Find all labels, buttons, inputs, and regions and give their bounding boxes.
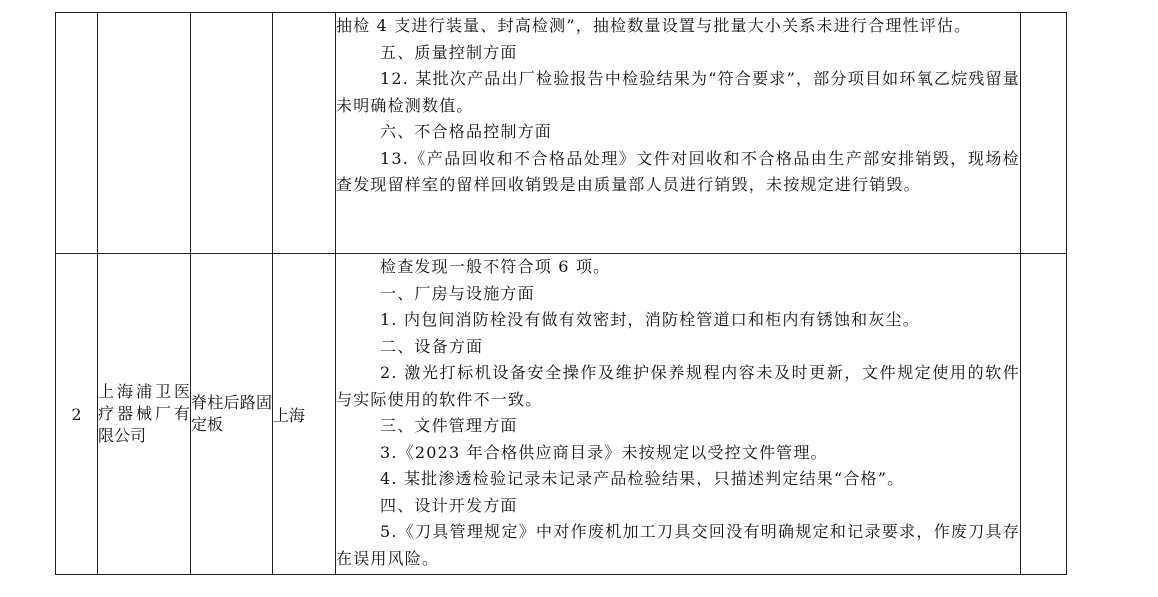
product-name [191, 13, 273, 254]
row-number [56, 13, 98, 254]
company-name [98, 13, 191, 254]
finding-section-heading: 三、文件管理方面 [380, 416, 518, 435]
finding-content [336, 13, 1021, 254]
finding-section-heading: 二、设备方面 [380, 336, 484, 356]
finding-paragraph: 5.《刀具管理规定》中对作废机加工刀具交回没有明确规定和记录要求，作废刀具存在误用风险。 [336, 522, 1020, 568]
finding-paragraph: 抽检 4 支进行装量、封高检测”，抽检数量设置与批量大小关系未进行合理性评估。 [336, 16, 972, 35]
company-name: 上海浦卫医疗器械厂有限公司 [98, 254, 191, 575]
finding-paragraph: 1. 内包间消防栓没有做有效密封，消防栓管道口和柜内有锈蚀和灰尘。 [380, 310, 920, 329]
inspection-table [55, 12, 1067, 575]
table-row [56, 13, 1067, 254]
finding-section-heading: 五、质量控制方面 [380, 42, 518, 62]
finding-paragraph: 2. 激光打标机设备安全操作及维护保养规程内容未及时更新，文件规定使用的软件与实际使用的软件不一致。 [336, 363, 1020, 409]
finding-paragraph: 4. 某批渗透检验记录未记录产品检验结果，只描述判定结果“合格”。 [380, 469, 905, 488]
area-name [273, 13, 336, 254]
table-row [56, 254, 1067, 575]
finding-paragraph: 12. 某批次产品出厂检验报告中检验结果为“符合要求”，部分项目如环氧乙烷残留量未明确检测数值。 [336, 69, 1020, 115]
product-name: 脊柱后路固定板 [191, 254, 273, 575]
finding-section-heading: 六、不合格品控制方面 [380, 122, 553, 141]
area-name: 上海 [273, 254, 336, 575]
finding-paragraph: 3.《2023 年合格供应商目录》未按规定以受控文件管理。 [380, 442, 828, 462]
finding-paragraph: 13.《产品回收和不合格品处理》文件对回收和不合格品由生产部安排销毁，现场检查发现留样室的留样回收销毁是由质量部人员进行销毁，未按规定进行销毁。 [336, 148, 1020, 194]
row-number: 2 [56, 254, 98, 575]
remark [1021, 13, 1067, 254]
finding-section-heading: 四、设计开发方面 [380, 495, 518, 515]
finding-section-heading: 一、厂房与设施方面 [380, 283, 535, 303]
finding-paragraph: 检查发现一般不符合项 6 项。 [380, 257, 611, 276]
remark [1021, 254, 1067, 575]
finding-content [336, 254, 1021, 575]
